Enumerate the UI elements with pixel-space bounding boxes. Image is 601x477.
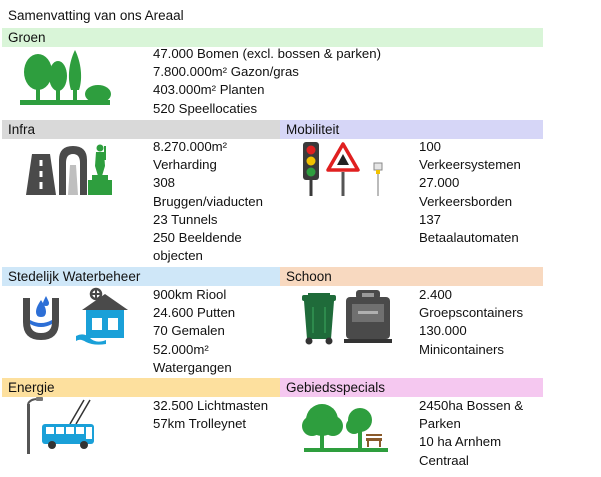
section-header-schoon [280, 267, 543, 286]
section-groen-text [153, 45, 381, 118]
section-header-infra-label: Infra [8, 122, 36, 137]
streetlight-trolleybus-icon [18, 396, 118, 456]
list-item: Verkeersystemen [419, 157, 521, 173]
water-pump-icon [20, 286, 130, 346]
list-item: 27.000 [419, 175, 460, 191]
section-header-gebied-label: Gebiedsspecials [286, 380, 386, 395]
list-item: objecten [153, 248, 203, 264]
list-item: Verkeersborden [419, 193, 513, 209]
list-item: Verharding [153, 157, 217, 173]
page-title: Samenvatting van ons Areaal [8, 8, 184, 23]
section-header-water [2, 267, 280, 286]
section-infra-text [153, 138, 263, 265]
section-header-mobiliteit-label: Mobiliteit [286, 122, 340, 137]
road-bridge-statue-icon [22, 140, 122, 196]
section-header-mobiliteit [280, 120, 543, 139]
list-item: 8.270.000m² [153, 139, 228, 154]
list-item: 32.500 Lichtmasten [153, 398, 269, 413]
park-bench-icon [300, 398, 390, 454]
list-item: Groepscontainers [419, 305, 524, 321]
list-item: 70 Gemalen [153, 323, 225, 339]
list-item: Bruggen/viaducten [153, 193, 263, 209]
section-mobiliteit-text [419, 138, 521, 247]
section-schoon-text [419, 286, 523, 359]
section-header-schoon-label: Schoon [286, 269, 332, 284]
list-item: Watergangen [153, 359, 232, 375]
list-item: 47.000 Bomen (excl. bossen & parken) [153, 46, 381, 61]
list-item: 2.400 [419, 287, 453, 302]
list-item: 403.000m² Planten [153, 82, 265, 98]
section-header-water-label: Stedelijk Waterbeheer [8, 269, 141, 284]
list-item: 137 [419, 211, 442, 227]
waste-container-icon [300, 287, 400, 345]
list-item: 100 [419, 139, 442, 154]
section-header-energie-label: Energie [8, 380, 55, 395]
list-item: 900km Riool [153, 287, 227, 302]
list-item: 57km Trolleynet [153, 416, 247, 432]
list-item: 520 Speellocaties [153, 100, 258, 116]
list-item: 7.800.000m² Gazon/gras [153, 64, 299, 80]
list-item: 250 Beeldende [153, 229, 242, 245]
list-item: 130.000 [419, 323, 467, 339]
list-item: 308 [153, 175, 176, 191]
traffic-light-sign-icon [300, 140, 390, 198]
list-item: Betaalautomaten [419, 229, 519, 245]
trees-icon [18, 48, 114, 108]
list-item: 24.600 Putten [153, 305, 236, 321]
list-item: Parken [419, 416, 461, 432]
section-header-infra [2, 120, 280, 139]
list-item: Minicontainers [419, 341, 505, 357]
section-header-groen-label: Groen [8, 30, 46, 45]
section-header-gebied [280, 378, 543, 397]
list-item: 52.000m² [153, 341, 209, 357]
list-item: 2450ha Bossen & [419, 398, 524, 413]
list-item: 10 ha Arnhem [419, 434, 502, 450]
section-water-text [153, 286, 235, 377]
section-gebied-text [419, 397, 523, 470]
list-item: 23 Tunnels [153, 211, 218, 227]
list-item: Centraal [419, 452, 469, 468]
section-energie-text [153, 397, 268, 433]
section-header-energie [2, 378, 280, 397]
